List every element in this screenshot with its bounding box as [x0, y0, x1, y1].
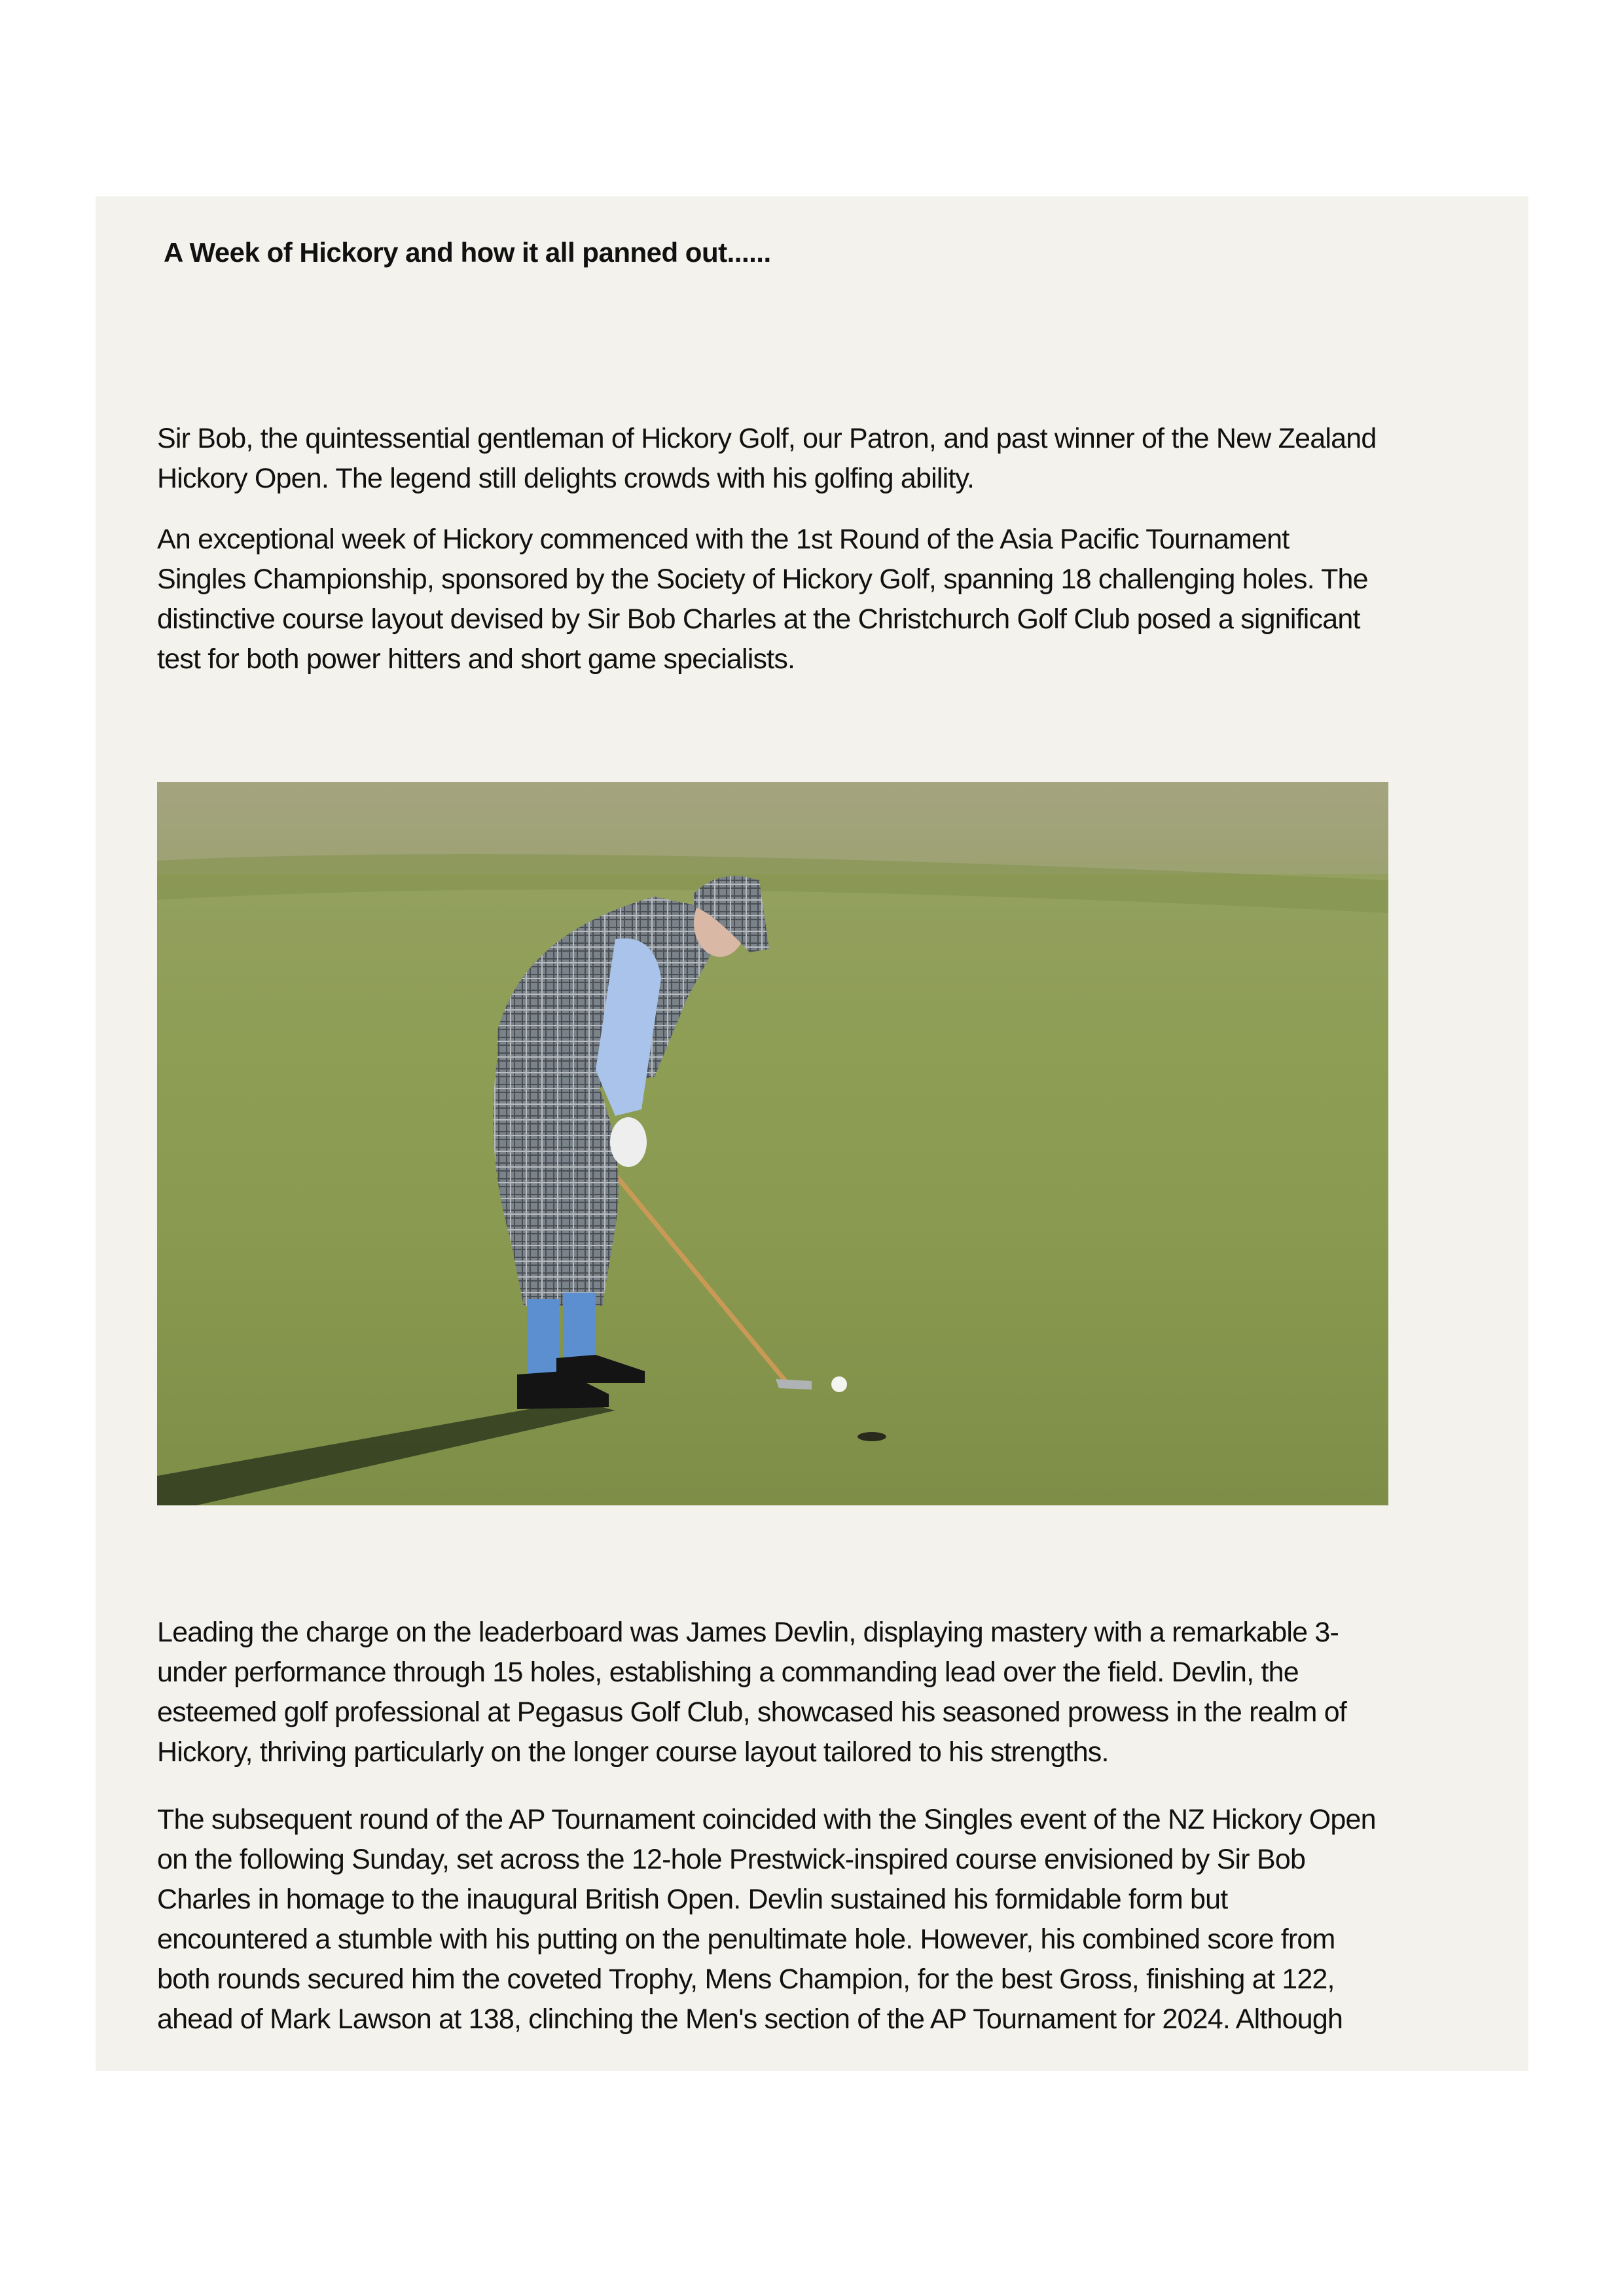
text-line: Sir Bob, the quintessential gentleman of Hickory Golf, our Patron, and past winner of the New Zealand [157, 423, 1377, 454]
text-line: on the following Sunday, set across the 12-hole Prestwick-inspired course envisioned by Sir Bob [157, 1844, 1306, 1875]
article-title: A Week of Hickory and how it all panned out...... [164, 237, 771, 268]
text-line: distinctive course layout devised by Sir Bob Charles at the Christchurch Golf Club posed a significant [157, 603, 1360, 635]
text-line: Hickory Open. The legend still delights crowds with his golfing ability. [157, 463, 975, 494]
paragraph-round-two [157, 1800, 1492, 2039]
text-line: Leading the charge on the leaderboard was James Devlin, displaying mastery with a remarkable 3- [157, 1617, 1339, 1648]
text-line: ahead of Mark Lawson at 138, clinching the Men's section of the AP Tournament for 2024. Although [157, 2003, 1343, 2035]
text-line: Singles Championship, sponsored by the Society of Hickory Golf, spanning 18 challenging holes. The [157, 564, 1368, 595]
text-line: esteemed golf professional at Pegasus Golf Club, showcased his seasoned prowess in the realm of [157, 1696, 1347, 1728]
text-line: Charles in homage to the inaugural British Open. Devlin sustained his formidable form but [157, 1884, 1228, 1915]
text-line: under performance through 15 holes, establishing a commanding lead over the field. Devlin, the [157, 1657, 1299, 1688]
golfer-photo [157, 782, 1388, 1505]
text-line: Hickory, thriving particularly on the longer course layout tailored to his strengths. [157, 1736, 1109, 1768]
text-line: An exceptional week of Hickory commenced with the 1st Round of the Asia Pacific Tournament [157, 524, 1290, 555]
paragraph-intro [157, 419, 1492, 499]
paragraph-leaderboard [157, 1613, 1492, 1772]
golfer-illustration [157, 782, 1388, 1505]
text-line: both rounds secured him the coveted Trophy, Mens Champion, for the best Gross, finishing at 122, [157, 1964, 1335, 1995]
text-line: test for both power hitters and short game specialists. [157, 643, 795, 675]
text-line: The subsequent round of the AP Tournament coincided with the Singles event of the NZ Hickory Open [157, 1804, 1376, 1835]
paragraph-round-one [157, 520, 1492, 679]
text-line: encountered a stumble with his putting on the penultimate hole. However, his combined score from [157, 1924, 1335, 1955]
